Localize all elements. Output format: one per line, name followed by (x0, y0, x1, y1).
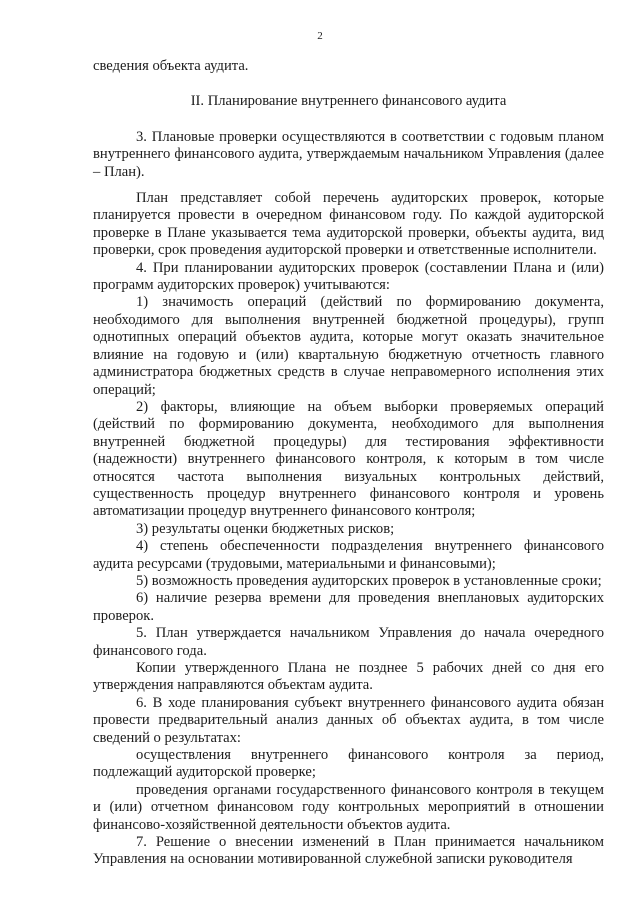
list-item: 4) степень обеспеченности подразделения внутреннего финансового аудита ресурсами (трудовыми, материальными и финансовыми); (93, 538, 604, 572)
list-item: 6) наличие резерва времени для проведения внеплановых аудиторских проверок. (93, 590, 604, 624)
page-number: 2 (317, 30, 323, 42)
lead-line: сведения объекта аудита. (93, 58, 249, 74)
paragraph: 7. Решение о внесении изменений в План принимается начальником Управления на основании мотивированной служебной записки руководителя (93, 834, 604, 868)
list-item: 3) результаты оценки бюджетных рисков; (136, 520, 395, 537)
document-body (93, 58, 604, 869)
section-title: II. Планирование внутреннего финансового аудита (190, 93, 507, 110)
list-item: 1) значимость операций (действий по формированию документа, необходимого для выполнения внутренней бюджетной процедуры), групп однотипных операций объектов аудита, которые могут оказать значительное влияние на годовую и (или) квартальную бюджетную отчетность главного администратора бюджетных средств в случае неправомерного исполнения этих операций; (93, 294, 604, 398)
paragraph: 6. В ходе планирования субъект внутреннего финансового аудита обязан провести предварительный анализ данных об объектах аудита, в том числе сведений о результатах: (93, 694, 604, 746)
list-item: 5) возможность проведения аудиторских проверок в установленные сроки; (136, 572, 602, 589)
paragraph: 3. Плановые проверки осуществляются в соответствии с годовым планом внутреннего финансового аудита, утверждаемым начальником Управления (далее – План). (93, 128, 604, 180)
paragraph: План представляет собой перечень аудиторских проверок, которые планируется провести в очередном финансовом году. По каждой аудиторской проверке в Плане указывается тема аудиторской проверки, объекты аудита, вид проверки, срок проведения аудиторской проверки и ответственные исполнители. (93, 190, 604, 259)
list-item: проведения органами государственного финансового контроля в текущем и (или) отчетном финансовом году контрольных мероприятий в отношении финансово-хозяйственной деятельности объектов аудита. (93, 781, 604, 833)
list-item: 2) факторы, влияющие на объем выборки проверяемых операций (действий по формированию документа, необходимого для выполнения внутренней бюджетной процедуры) для тестирования эффективности (надежности) внутреннего финансового контроля, к которым в том числе относятся частота выполнения визуальных контрольных действий, существенность процедур внутреннего финансового контроля и уровень автоматизации процедур внутреннего финансового контроля; (93, 398, 604, 520)
paragraph: 5. План утверждается начальником Управления до начала очередного финансового года. (93, 625, 604, 659)
paragraph: Копии утвержденного Плана не позднее 5 рабочих дней со дня его утверждения направляются объектам аудита. (93, 660, 604, 694)
paragraph: 4. При планировании аудиторских проверок (составлении Плана и (или) программ аудиторских проверок) учитываются: (93, 259, 604, 294)
list-item: осуществления внутреннего финансового контроля за период, подлежащий аудиторской проверке; (93, 747, 604, 781)
